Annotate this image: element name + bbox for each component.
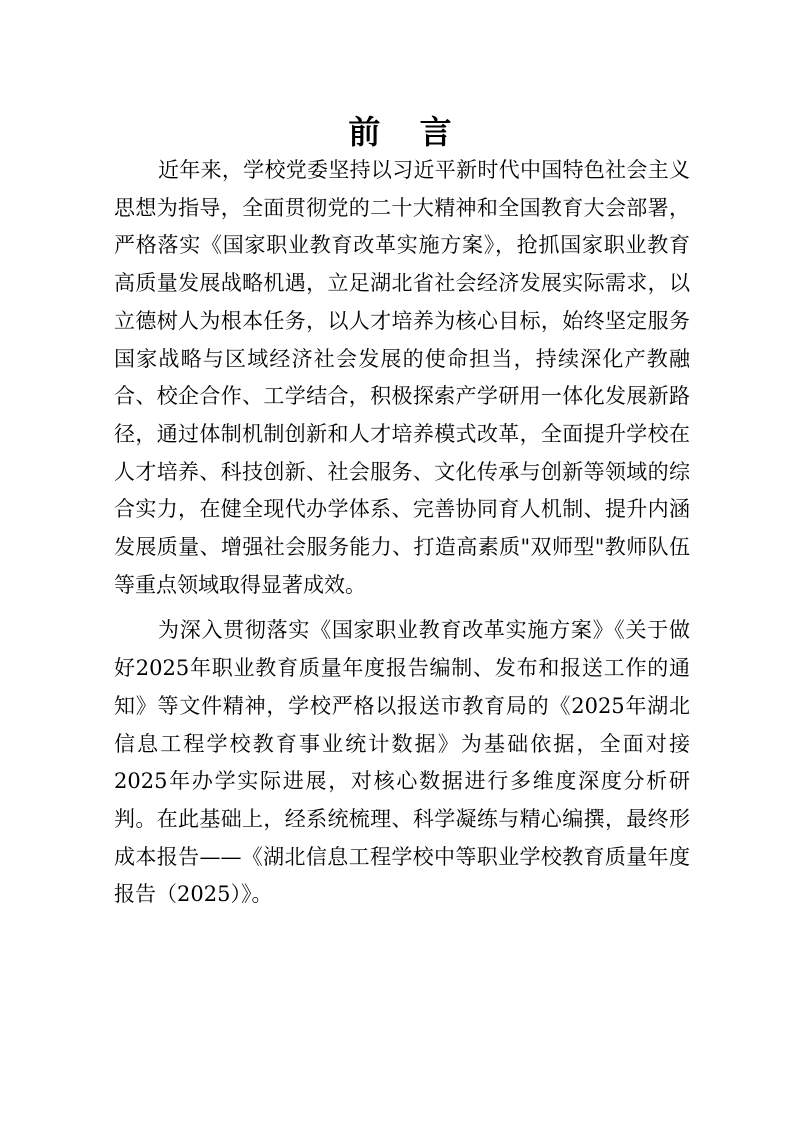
paragraph: 为深入贯彻落实《国家职业教育改革实施方案》《关于做好2025年职业教育质量年度报告编制、发布和报送工作的通知》等文件精神，学校严格以报送市教育局的《2025年湖北信息工程学校教育事业统计数据》为基础依据，全面对接2025年办学实际进展，对核心数据进行多维度深度分析研判。在此基础上，经系统梳理、科学凝练与精心编撰，最终形成本报告——《湖北信息工程学校中等职业学校教育质量年度报告（2025）》。 — [114, 618, 690, 907]
paragraph: 近年来，学校党委坚持以习近平新时代中国特色社会主义思想为指导，全面贯彻党的二十大精神和全国教育大会部署，严格落实《国家职业教育改革实施方案》，抢抓国家职业教育高质量发展战略机遇，立足湖北省社会经济发展实际需求，以立德树人为根本任务，以人才培养为核心目标，始终坚定服务国家战略与区域经济社会发展的使命担当，持续深化产教融合、校企合作、工学结合，积极探索产学研用一体化发展新路径，通过体制机制创新和人才培养模式改革，全面提升学校在人才培养、科技创新、社会服务、文化传承与创新等领域的综合实力，在健全现代办学体系、完善协同育人机制、提升内涵发展质量、增强社会服务能力、打造高素质"双师型"教师队伍等重点领域取得显著成效。 — [114, 158, 690, 597]
document-body — [114, 152, 690, 914]
page-title: 前 言 — [348, 113, 466, 151]
